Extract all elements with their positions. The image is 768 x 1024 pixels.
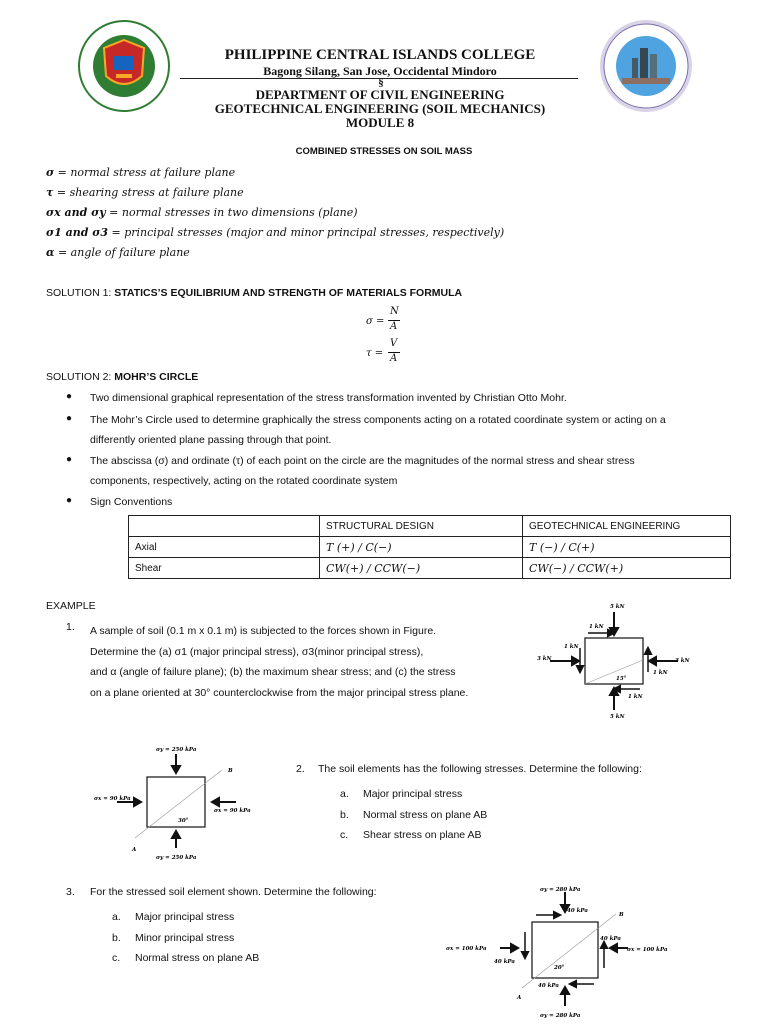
table-cell: CW(+) / CCW(−): [320, 558, 523, 579]
problem2-number: 2.: [296, 763, 305, 775]
right-seal-text: [598, 18, 599, 19]
bullet-text-continued: differently oriented plane passing through that point.: [90, 434, 332, 446]
definition-item: σ = normal stress at failure plane: [46, 166, 236, 179]
bullet-icon: ●: [66, 495, 73, 506]
table-cell: T (+) / C(−): [320, 537, 523, 558]
bullet-icon: ●: [66, 454, 73, 465]
problem1-text: A sample of soil (0.1 m x 0.1 m) is subjected to the forces shown in Figure. Determine the (a) σ1 (major principal stress), σ3(minor principal stress), and α (angle of failure plane); (b) the maximum shear stress; and (c) the stress on a plane oriented at 30° counterclockwise from the major principal stress plane.: [90, 625, 469, 699]
table-row: [129, 537, 731, 558]
fig1-top-load: 5 kN: [610, 604, 625, 610]
department-name: DEPARTMENT OF CIVIL ENGINEERING: [255, 87, 505, 102]
document-title: COMBINED STRESSES ON SOIL MASS: [295, 146, 473, 157]
problem1-number: 1.: [66, 621, 75, 633]
problem2-text: The soil elements has the following stresses. Determine the following:: [318, 763, 642, 775]
problem3-number: 3.: [66, 886, 75, 898]
college-name: PHILIPPINE CENTRAL ISLANDS COLLEGE: [224, 47, 536, 63]
fig1-left-load: 3 kN: [537, 656, 552, 662]
fig1-angle: 15°: [616, 676, 627, 682]
fig3-left-stress: σx = 100 kPa: [446, 946, 487, 952]
figure-3-soil-element: [440, 880, 680, 1022]
table-header-cell: STRUCTURAL DESIGN: [320, 516, 523, 537]
fig1-right-load: 3 kN: [675, 658, 690, 664]
fig1-top-shear: 1 kN: [589, 624, 604, 630]
figure-1-soil-element: [530, 598, 700, 724]
course-name: GEOTECHNICAL ENGINEERING (SOIL MECHANICS): [214, 101, 546, 116]
table-row: [129, 558, 731, 579]
fig3-right-stress: σx = 100 kPa: [627, 947, 668, 953]
example-heading: EXAMPLE: [46, 600, 96, 612]
section-symbol: §: [378, 77, 384, 89]
fig2-left-stress: σx = 90 kPa: [94, 796, 131, 802]
bullet-text: Two dimensional graphical representation of the stress transformation invented by Christian Otto Mohr.: [90, 392, 567, 404]
definition-item: τ = shearing stress at failure plane: [46, 186, 244, 199]
right-seal: [598, 18, 694, 114]
fig2-corner-a: A: [132, 847, 137, 853]
fig1-left-shear: 1 kN: [564, 644, 579, 650]
fig2-top-stress: σy = 250 kPa: [156, 747, 197, 753]
fig2-corner-b: B: [228, 768, 233, 774]
problem3-text: For the stressed soil element shown. Determine the following:: [90, 886, 377, 898]
fig3-corner-b: B: [619, 912, 624, 918]
table-cell: T (−) / C(+): [523, 537, 731, 558]
problem3-items: a. Major principal stress b. Minor principal stress c. Normal stress on plane AB: [112, 911, 260, 964]
table-header-cell: [129, 516, 320, 537]
table-cell: Shear: [129, 558, 320, 579]
fig3-top-stress: σy = 280 kPa: [540, 887, 581, 893]
solution2-heading: SOLUTION 2: MOHR’S CIRCLE: [46, 371, 199, 383]
definition-item: σx and σy = normal stresses in two dimensions (plane): [46, 206, 358, 219]
bullet-text: The Mohr’s Circle used to determine graphically the stress components acting on a rotated coordinate system or acting on a: [90, 414, 666, 426]
fig1-bottom-load: 5 kN: [610, 714, 625, 720]
fig3-left-shear: 40 kPa: [494, 959, 515, 965]
sign-convention-table: [128, 515, 731, 579]
bullet-text-continued: components, respectively, acting on the rotated coordinate system: [90, 475, 398, 487]
bullet-text: Sign Conventions: [90, 496, 173, 508]
bullet-icon: ●: [66, 391, 73, 402]
table-header-cell: GEOTECHNICAL ENGINEERING: [523, 516, 731, 537]
fig3-bottom-stress: σy = 280 kPa: [540, 1013, 581, 1019]
fig3-bottom-shear: 40 kPa: [538, 983, 559, 989]
definition-list: [46, 166, 726, 266]
module-label: MODULE 8: [345, 115, 415, 130]
fig3-top-shear: 40 kPa: [567, 908, 588, 914]
college-address: Bagong Silang, San Jose, Occidental Mindoro: [263, 64, 497, 78]
figure-2-soil-element: [90, 740, 270, 865]
fig1-right-shear: 1 kN: [653, 670, 668, 676]
table-cell: Axial: [129, 537, 320, 558]
solution1-heading: SOLUTION 1: STATICS’S EQUILIBRIUM AND STRENGTH OF MATERIALS FORMULA: [46, 287, 463, 299]
bullet-icon: ●: [66, 413, 73, 424]
problem2-items: a. Major principal stress b. Normal stress on plane AB c. Shear stress on plane AB: [340, 788, 488, 841]
left-seal-text: [76, 18, 77, 19]
fig2-bottom-stress: σy = 250 kPa: [156, 855, 197, 861]
fig3-right-shear: 40 kPa: [600, 936, 621, 942]
fig3-corner-a: A: [517, 995, 522, 1001]
fig1-bottom-shear: 1 kN: [628, 694, 643, 700]
fig2-right-stress: σx = 90 kPa: [214, 808, 251, 814]
table-header-row: [129, 516, 731, 537]
fig2-angle: 30°: [178, 818, 189, 824]
definition-item: σ1 and σ3 = principal stresses (major and minor principal stresses, respectively): [46, 226, 505, 239]
bullet-text: The abscissa (σ) and ordinate (τ) of each point on the circle are the magnitudes of the normal stress and shear stress: [90, 455, 635, 467]
definition-item: α = angle of failure plane: [46, 246, 190, 259]
fig3-angle: 20°: [554, 965, 565, 971]
table-cell: CW(−) / CCW(+): [523, 558, 731, 579]
